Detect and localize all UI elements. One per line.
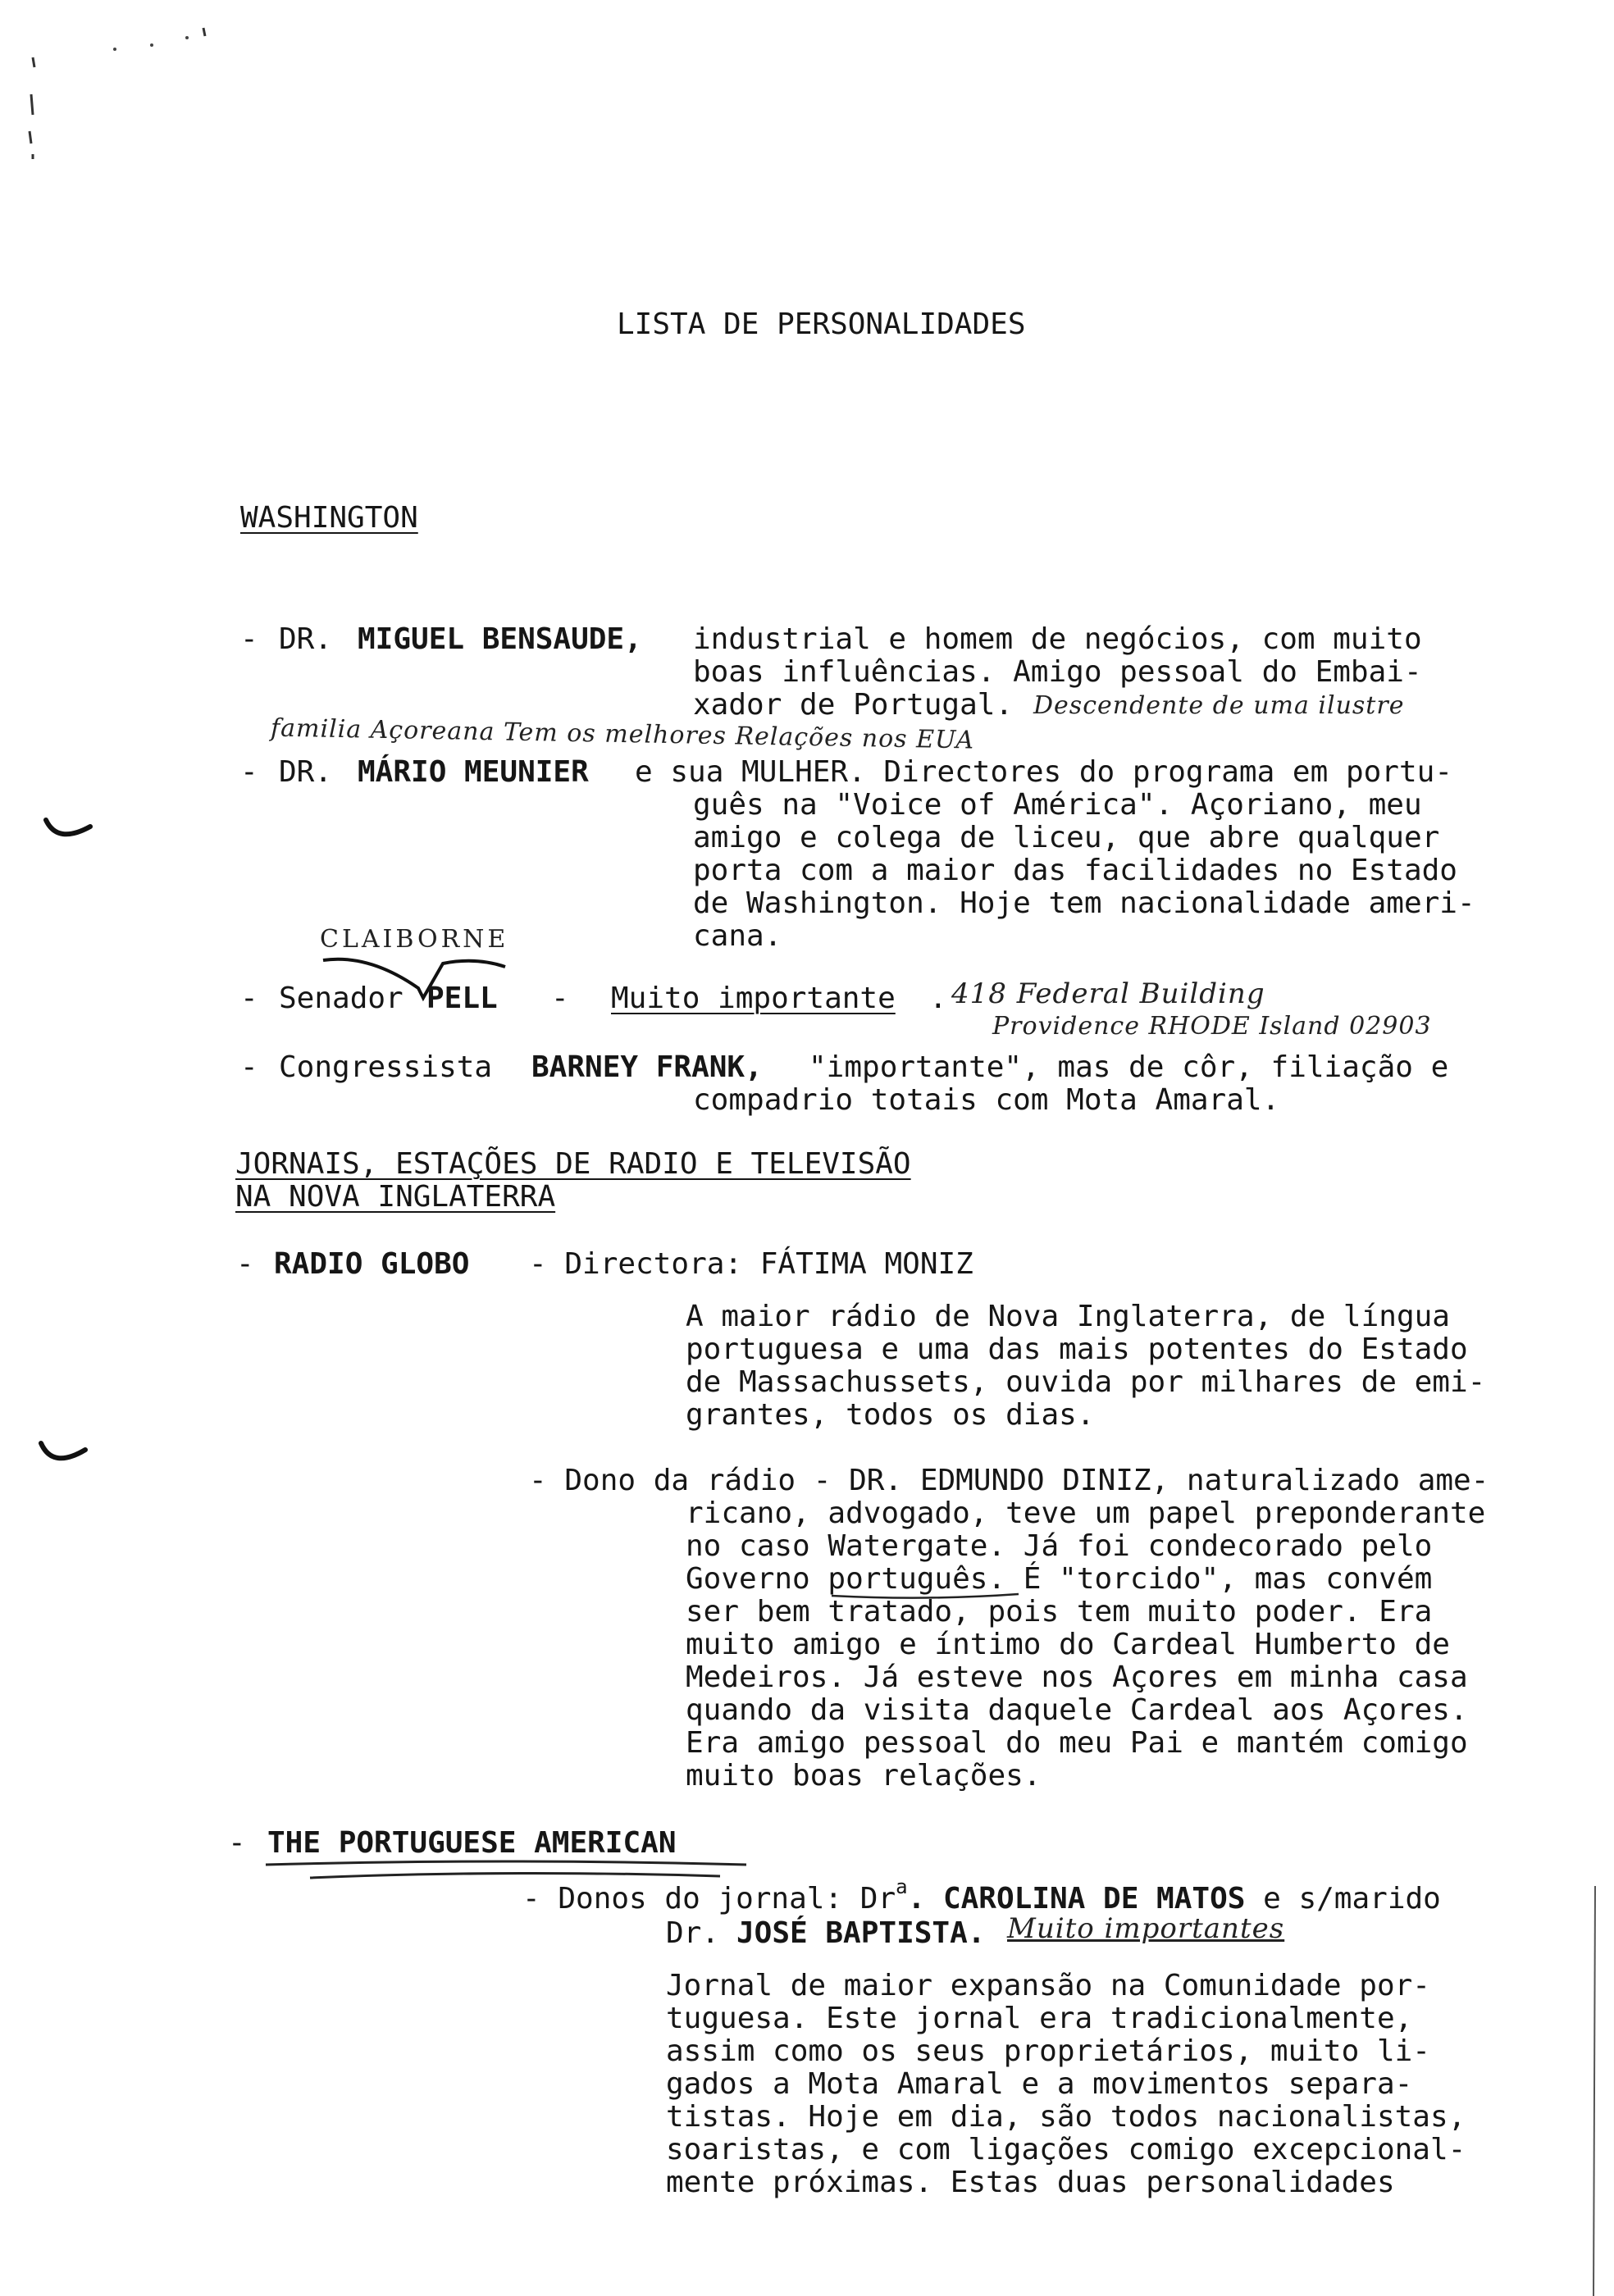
person-name: PELL [426, 982, 498, 1015]
entry-line: Jornal de maior expansão na Comunidade por- [666, 1969, 1430, 2002]
entry-line: - Directora: FÁTIMA MONIZ [529, 1247, 973, 1281]
entry-dash: - [240, 755, 258, 789]
handwritten-address: Providence RHODE Island 02903 [992, 1012, 1432, 1041]
entry-line: Medeiros. Já esteve nos Açores em minha casa [686, 1660, 1468, 1694]
handwritten-address: 418 Federal Building [951, 977, 1265, 1010]
entry-line: ser bem tratado, pois tem muito poder. Era [686, 1595, 1433, 1629]
entry-dash: - [240, 1050, 258, 1084]
handwritten-annotation: Muito importantes [1007, 1912, 1285, 1945]
entry-line: ricano, advogado, teve um papel preponderante [686, 1496, 1486, 1530]
entry-prefix: DR. [279, 622, 333, 656]
section-heading-washington: WASHINGTON [240, 501, 418, 535]
owners-rest: e s/marido [1245, 1882, 1441, 1916]
superscript-a: a [896, 1875, 908, 1898]
entry-line: portuguesa e uma das mais potentes do Estado [686, 1332, 1468, 1366]
right-edge-line [1587, 1886, 1603, 2296]
entry-line: A maior rádio de Nova Inglaterra, de língua [686, 1300, 1450, 1333]
person-name: BARNEY FRANK, [531, 1050, 763, 1084]
entry-line: "importante", mas de côr, filiação e [809, 1050, 1449, 1084]
section-heading-media: JORNAIS, ESTAÇÕES DE RADIO E TELEVISÃO [235, 1147, 911, 1181]
entry-line: muito amigo e íntimo do Cardeal Humberto de [686, 1628, 1450, 1661]
entry-line: Era amigo pessoal do meu Pai e mantém comigo [686, 1726, 1468, 1760]
entry-line: boas influências. Amigo pessoal do Embai- [693, 655, 1422, 689]
entry-prefix: Dr. [666, 1916, 720, 1950]
margin-specks [0, 0, 246, 180]
entry-line: - Dono da rádio - DR. EDMUNDO DINIZ, naturalizado ame- [529, 1464, 1489, 1497]
entry-line: guês na "Voice of América". Açoriano, meu [693, 788, 1422, 822]
person-name: MÁRIO MEUNIER [358, 755, 589, 789]
owners-prefix: - Donos do jornal: Dr [522, 1882, 896, 1916]
handwritten-name: CLAIBORNE [320, 925, 509, 954]
entry-dash: - [240, 982, 258, 1015]
handwritten-annotation: Descendente de uma ilustre [1033, 691, 1405, 720]
entry-line: cana. [693, 919, 782, 953]
entry-line: tistas. Hoje em dia, são todos nacionalistas, [666, 2100, 1466, 2134]
entry-line: assim como os seus proprietários, muito li- [666, 2034, 1430, 2068]
entry-line: quando da visita daquele Cardeal aos Açores. [686, 1693, 1468, 1727]
person-name: JOSÉ BAPTISTA. [736, 1916, 986, 1950]
entry-line: porta com a maior das facilidades no Estado [693, 854, 1457, 887]
note-period: . [929, 982, 947, 1015]
handwritten-annotation: familia Açoreana Tem os melhores Relações nos EUA [270, 713, 975, 755]
entry-dash: - [240, 622, 258, 656]
entry-dash: - [236, 1247, 254, 1281]
entry-line: de Washington. Hoje tem nacionalidade ameri- [693, 886, 1475, 920]
entry-line: mente próximas. Estas duas personalidades [666, 2166, 1395, 2199]
entry-prefix: DR. [279, 755, 333, 789]
punch-hole-mark-top [41, 812, 98, 853]
entry-line: industrial e homem de negócios, com muito [693, 622, 1422, 656]
entry-line: e sua MULHER. Directores do programa em portu- [635, 755, 1452, 789]
entry-line: no caso Watergate. Já foi condecorado pelo [686, 1529, 1433, 1563]
entry-line: de Massachussets, ouvida por milhares de emi- [686, 1365, 1486, 1399]
importance-note: Muito importante [611, 982, 896, 1015]
person-name: . CAROLINA DE MATOS [907, 1882, 1246, 1916]
entry-line: Governo português. É "torcido", mas convém [686, 1562, 1433, 1596]
entry-prefix: Congressista [279, 1050, 493, 1084]
punch-hole-mark-bottom [36, 1435, 93, 1476]
page-title: LISTA DE PERSONALIDADES [617, 308, 1026, 341]
person-name: MIGUEL BENSAUDE, [358, 622, 642, 656]
entry-line: amigo e colega de liceu, que abre qualquer [693, 821, 1440, 854]
organization-name: RADIO GLOBO [274, 1247, 470, 1281]
entry-prefix: Senador [279, 982, 404, 1015]
entry-line: muito boas relações. [686, 1759, 1042, 1793]
section-heading-media: NA NOVA INGLATERRA [235, 1180, 556, 1214]
entry-line: xador de Portugal. [693, 688, 1014, 722]
entry-line: compadrio totais com Mota Amaral. [693, 1083, 1280, 1117]
entry-line [522, 1875, 1441, 1918]
handwritten-underline [828, 1588, 1025, 1604]
entry-dash: - [228, 1826, 246, 1860]
entry-line: gados a Mota Amaral e a movimentos separa- [666, 2067, 1413, 2101]
entry-line: soaristas, e com ligações comigo excepcional- [666, 2133, 1466, 2166]
entry-line: grantes, todos os dias. [686, 1398, 1095, 1432]
entry-line: tuguesa. Este jornal era tradicionalmente, [666, 2002, 1413, 2035]
entry-separator: - [551, 982, 569, 1015]
organization-name: THE PORTUGUESE AMERICAN [267, 1826, 677, 1860]
